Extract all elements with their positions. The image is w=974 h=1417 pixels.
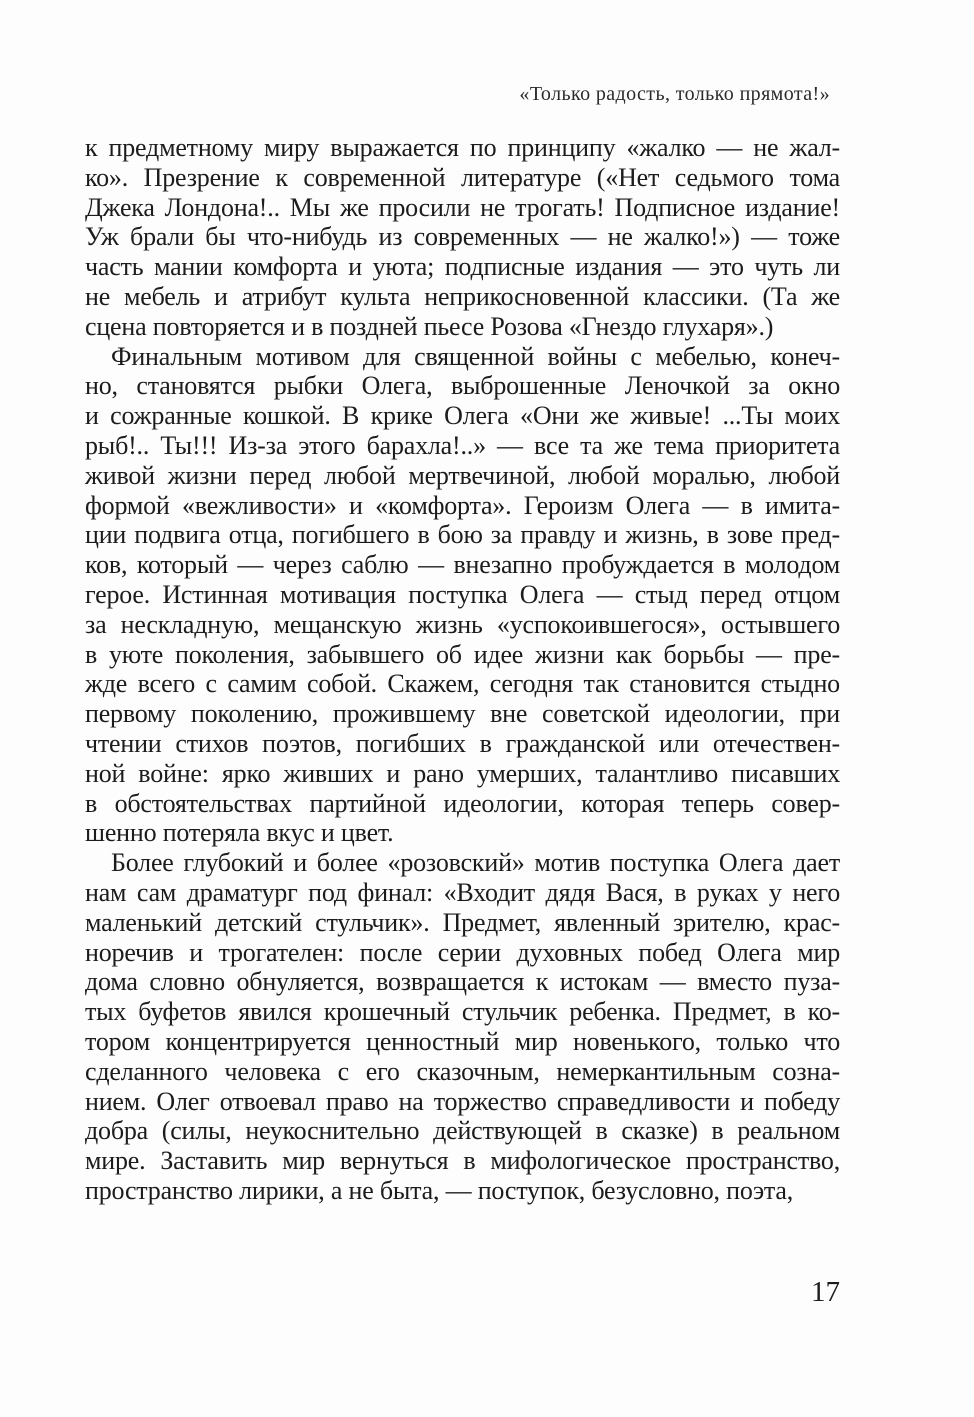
- text-line: маленький детский стульчик». Предмет, явленный зрителю, крас-: [85, 907, 840, 937]
- text-line: мире. Заставить мир вернуться в мифологическое пространство,: [85, 1146, 840, 1176]
- text-line: ной войне: ярко живших и рано умерших, талантливо писавших: [85, 758, 840, 788]
- text-line: жде всего с самим собой. Скажем, сегодня так становится стыдно: [85, 669, 840, 699]
- text-line: тором концентрируется ценностный мир новенького, только что: [85, 1026, 840, 1056]
- text-line: живой жизни перед любой мертвечиной, любой моралью, любой: [85, 460, 840, 490]
- text-line: чтении стихов поэтов, погибших в гражданской или отечествен-: [85, 728, 840, 758]
- text-line: сделанного человека с его сказочным, немеркантильным созна-: [85, 1056, 840, 1086]
- text-line: Уж брали бы что-нибудь из современных — не жалко!») — тоже: [85, 222, 840, 252]
- text-line: герое. Истинная мотивация поступка Олега — стыд перед отцом: [85, 579, 840, 609]
- running-header-text: «Только радость, только прямота!»: [519, 83, 830, 105]
- text-line: Финальным мотивом для священной войны с мебелью, конеч-: [111, 341, 840, 371]
- text-line: Джека Лондона!.. Мы же просили не трогать! Подписное издание!: [85, 192, 840, 222]
- text-line: тых буфетов явился крошечный стульчик ребенка. Предмет, в ко-: [85, 997, 840, 1027]
- text-line: не мебель и атрибут культа неприкосновенной классики. (Та же: [85, 281, 840, 311]
- text-line: Более глубокий и более «розовский» мотив поступка Олега дает: [111, 848, 840, 878]
- text-line: ции подвига отца, погибшего в бою за правду и жизнь, в зове пред-: [85, 520, 840, 550]
- page-number: 17: [811, 1276, 840, 1308]
- text-line: нием. Олег отвоевал право на торжество справедливости и победу: [85, 1086, 840, 1116]
- text-line: но, становятся рыбки Олега, выброшенные Леночкой за окно: [85, 371, 840, 401]
- text-line: пространство лирики, а не быта, — поступок, безусловно, поэта,: [85, 1175, 794, 1205]
- text-line: норечив и трогателен: после серии духовных побед Олега мир: [85, 937, 840, 967]
- text-line: ков, который — через саблю — внезапно пробуждается в молодом: [85, 550, 840, 580]
- text-block: [85, 133, 840, 1206]
- text-line: рыб!.. Ты!!! Из-за этого барахла!..» — все та же тема приоритета: [85, 430, 840, 460]
- text-line: в обстоятельствах партийной идеологии, которая теперь совер-: [85, 788, 840, 818]
- text-line: первому поколению, прожившему вне советской идеологии, при: [85, 699, 840, 729]
- text-line: и сожранные кошкой. В крике Олега «Они же живые! ...Ты моих: [85, 401, 840, 431]
- text-line: добра (силы, неукоснительно действующей в сказке) в реальном: [85, 1116, 840, 1146]
- running-header: [85, 83, 840, 106]
- text-line: за нескладную, мещанскую жизнь «успокоившегося», остывшего: [85, 609, 840, 639]
- text-line: ко». Презрение к современной литературе («Нет седьмого тома: [85, 162, 840, 192]
- text-line: дома словно обнуляется, возвращается к истокам — вместо пуза-: [85, 967, 840, 997]
- text-line: формой «вежливости» и «комфорта». Героизм Олега — в имита-: [85, 490, 840, 520]
- text-line: к предметному миру выражается по принципу «жалко — не жал-: [85, 133, 840, 162]
- text-line: часть мании комфорта и уюта; подписные издания — это чуть ли: [85, 252, 840, 282]
- text-line: сцена повторяется и в поздней пьесе Розова «Гнездо глухаря».): [85, 311, 774, 341]
- text-line: в уюте поколения, забывшего об идее жизни как борьбы — пре-: [85, 639, 840, 669]
- text-line: шенно потеряла вкус и цвет.: [85, 818, 394, 848]
- text-line: нам сам драматург под финал: «Входит дядя Вася, в руках у него: [85, 877, 840, 907]
